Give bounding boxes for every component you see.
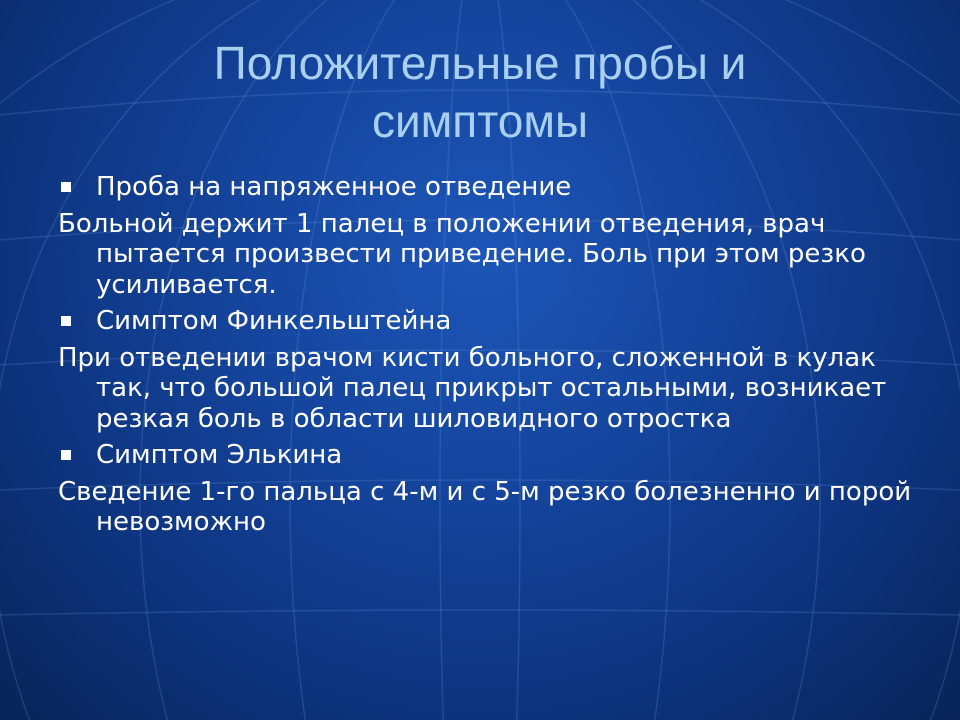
bullet-text: Симптом Финкельштейна <box>96 306 452 336</box>
bullet-item <box>58 440 928 471</box>
square-bullet-icon <box>61 450 71 460</box>
paragraph: При отведении врачом кисти больного, сложенной в кулак так, что большой палец прикрыт остальными, возникает резкая боль в области шиловидного отростка <box>58 342 887 434</box>
slide-body <box>58 172 928 544</box>
bullet-text: Проба на напряженное отведение <box>96 172 572 202</box>
slide-title-line-1: Положительные пробы и <box>213 37 747 89</box>
bullet-item <box>58 172 928 203</box>
bullet-text: Симптом Элькина <box>96 440 343 470</box>
paragraph: Сведение 1-го пальца с 4-м и с 5-м резко болезненно и порой невозможно <box>58 476 912 537</box>
bullet-item <box>58 306 928 337</box>
slide-title <box>0 34 960 150</box>
slide-title-line-2: симптомы <box>371 95 589 147</box>
square-bullet-icon <box>61 182 71 192</box>
square-bullet-icon <box>61 316 71 326</box>
paragraph: Больной держит 1 палец в положении отведения, врач пытается произвести приведение. Боль при этом резко усиливается. <box>58 208 866 300</box>
